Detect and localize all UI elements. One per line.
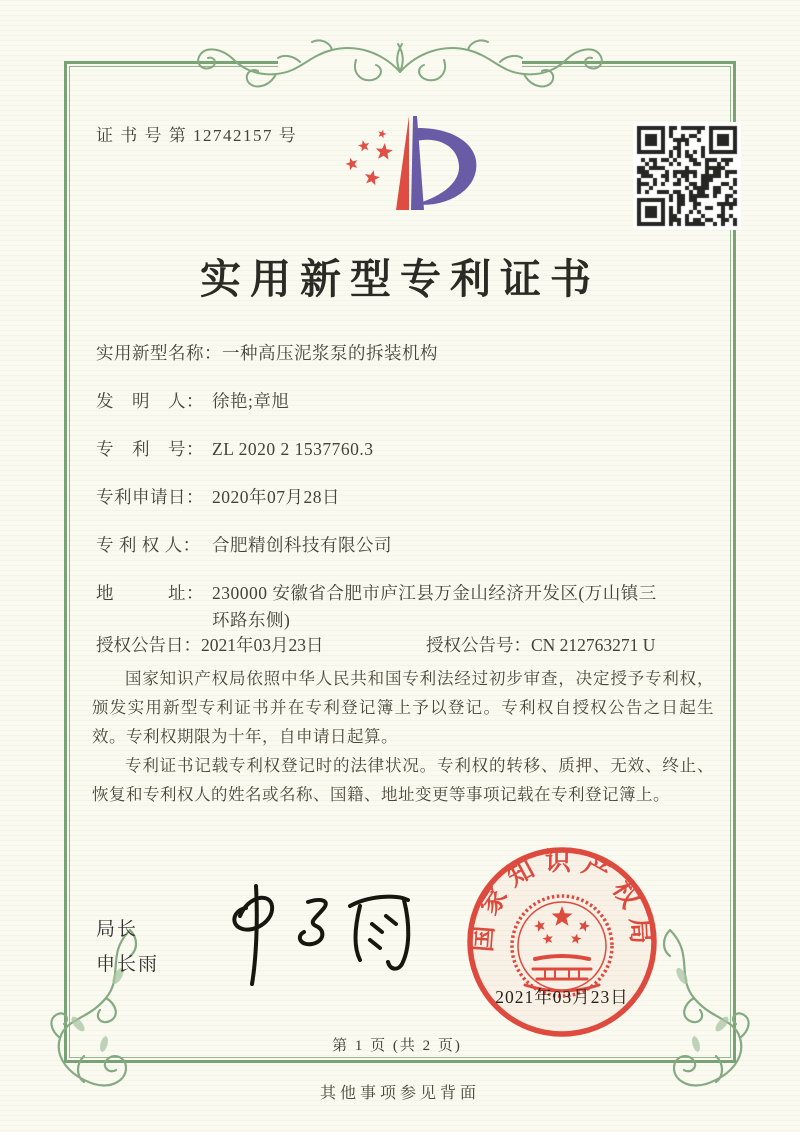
legal-paragraph-1: 国家知识产权局依照中华人民共和国专利法经过初步审查，决定授予专利权，颁发实用新型专利证书并在专利登记簿上予以登记。专利权自授权公告之日起生效。专利权期限为十年，自申请日起算。 <box>92 669 714 746</box>
field-row-filing-date <box>96 484 716 511</box>
field-label: 实用新型名称： <box>96 343 222 363</box>
field-label: 地 址： <box>96 583 204 603</box>
commissioner-signature <box>212 872 422 992</box>
legal-paragraph-2: 专利证书记载专利权登记时的法律状况。专利权的转移、质押、无效、终止、恢复和专利权人的姓名或名称、国籍、地址变更等事项记载在专利登记簿上。 <box>92 756 714 804</box>
field-row-inventors <box>96 388 716 415</box>
seal-text: 国家知识产权局 <box>467 847 656 954</box>
field-label: 专利申请日： <box>96 487 204 507</box>
field-row-invention-name <box>96 340 716 367</box>
field-value: 一种高压泥浆泵的拆装机构 <box>222 343 438 363</box>
top-border-flourish-ornament <box>160 28 640 102</box>
grant-number-label: 授权公告号： <box>426 635 531 655</box>
field-label: 专 利 号： <box>96 439 204 459</box>
cnipa-logo-icon <box>326 108 496 243</box>
certificate-title: 实用新型专利证书 <box>200 256 600 302</box>
seal-date: 2021年03月23日 <box>495 987 629 1007</box>
field-row-patentee <box>96 532 716 559</box>
field-value: 徐艳;章旭 <box>212 391 290 411</box>
grant-row <box>96 632 726 657</box>
logo-red-spire <box>396 116 409 210</box>
field-row-patent-number <box>96 436 716 463</box>
field-value: ZL 2020 2 1537760.3 <box>212 439 374 459</box>
field-label: 专 利 权 人： <box>96 535 201 555</box>
field-value: 230000 安徽省合肥市庐江县万金山经济开发区(万山镇三环路东侧) <box>212 583 657 630</box>
logo-p-bowl <box>416 128 476 205</box>
field-value: 2020年07月28日 <box>212 487 340 507</box>
back-side-note: 其他事项参见背面 <box>319 1085 480 1102</box>
grant-number-value: CN 212763271 U <box>531 635 656 655</box>
grant-date-label: 授权公告日： <box>96 635 201 655</box>
certificate-number: 证 书 号 第 12742157 号 <box>96 126 298 145</box>
official-seal <box>463 843 661 1041</box>
grant-date-value: 2021年03月23日 <box>201 635 324 655</box>
legal-text-block <box>92 664 714 809</box>
commissioner-title: 局长 <box>96 919 139 940</box>
qr-code <box>633 122 741 230</box>
field-row-address <box>96 580 716 634</box>
commissioner-name: 申长雨 <box>96 954 160 975</box>
page-number: 第 1 页 (共 2 页) <box>332 1038 462 1054</box>
field-value: 合肥精创科技有限公司 <box>212 535 392 555</box>
field-label: 发 明 人： <box>96 391 204 411</box>
